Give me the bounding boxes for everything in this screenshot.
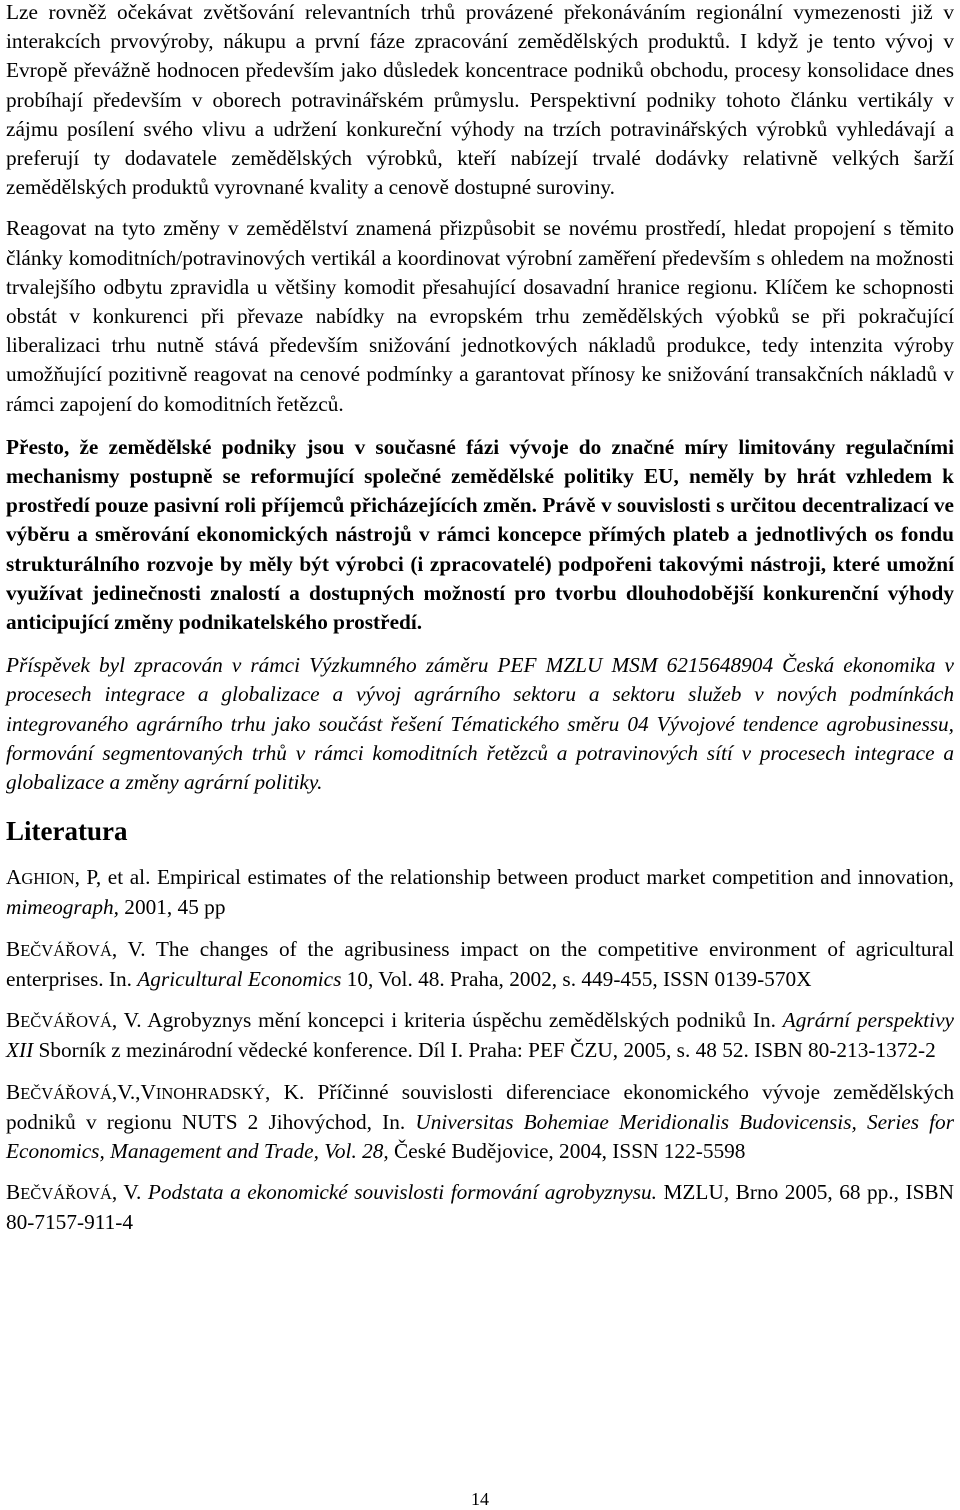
reference-tail: 10, Vol. 48. Praha, 2002, s. 449-455, ISSN 0139-570X [341,966,812,991]
paragraph-policy-bold: Přesto, že zemědělské podniky jsou v současné fázi vývoje do značné míry limitovány regulačními mechanismy postupně se reformující společné zemědělské politiky EU, neměly by hrát vzhledem k prostředí pouze pasivní roli příjemců přicházejících změn. Právě v souvislosti s určitou decentralizací ve výběru a směrování ekonomických nástrojů v rámci koncepce přímých plateb a jednotlivých os fondu strukturálního rozvoje by měly být výrobci (i zpracovatelé) podpořeni takovými nástroji, které umožní využívat jedinečnosti znalostí a dostupných možností pro tvorbu dlouhodobější konkurenční výhody anticipující změny podnikatelského prostředí. [6,434,954,635]
reference-aghion [6,863,954,922]
paragraph-adaptation: Reagovat na tyto změny v zemědělství znamená přizpůsobit se novému prostředí, hledat propojení s těmito články komoditních/potravinových vertikál a koordinovat výrobní zaměření především s ohledem na možnosti trvalejšího odbytu zpravidla u většiny komodit přesahující dosavadní hranice regionu. Klíčem ke schopnosti obstát v konkurenci při převaze nabídky na evropském trhu zemědělských výobků se při pokračující liberalizaci trhu nutně stává především snižování jednotkových nákladů produkce, tedy intenzita výroby umožňující pozitivně reagovat na cenové podmínky a garantovat přínosy ke snižování transakčních nákladů v rámci zapojení do komoditních řetězců. [6,216,954,416]
reference-becvarova-vinohradsky [6,1078,954,1167]
reference-tail: 2001, 45 pp [118,895,226,920]
reference-text: The changes of the agribusiness impact on the competitive environment of agricultural enterprises. In. [6,936,954,991]
reference-tail: České Budějovice, 2004, ISSN 122-5598 [388,1138,746,1163]
reference-becvarova-2005a [6,1006,954,1065]
reference-tail: Sborník z mezinárodní vědecké konference. Díl I. Praha: PEF ČZU, 2005, s. 48 52. ISBN 80-213-1372-2 [33,1038,936,1063]
page-number: 14 [471,1489,489,1509]
reference-author: BEČVÁŘOVÁ,V.,VINOHRADSKÝ, K. [6,1079,305,1104]
paragraph-market-consolidation: Lze rovněž očekávat zvětšování relevantních trhů provázené překonáváním regionální vymezenosti již v interakcích prvovýroby, nákupu a první fáze zpracování zemědělských produktů. I když je tento vývoj v Evropě převážně hodnocen především jako důsledek koncentrace podniků obchodu, procesy konsolidace dnes probíhají především v oborech potravinářském průmyslu. Perspektivní podniky tohoto článku vertikály v zájmu posílení svého vlivu a udržení konkureční výhody na trzích potravinářských výrobků vyhledávají a preferují ty dodavatele zemědělských výrobků, kteří nabízejí trvalé dodávky relativně velkých šarží zemědělských produktů vyrovnané kvality a cenově dostupné suroviny. [6,0,954,200]
reference-source: Agrární perspektivy XII [6,1008,954,1063]
reference-author: BEČVÁŘOVÁ, V. [6,1180,142,1205]
reference-source: Agricultural Economics [137,966,342,991]
literature-heading: Literatura [6,816,128,847]
reference-author: BEČVÁŘOVÁ, V. [6,936,146,961]
paragraph-acknowledgement: Příspěvek byl zpracován v rámci Výzkumného záměru PEF MZLU MSM 6215648904 Česká ekonomika v procesech integrace a globalizace a vývoj agrárního sektoru a sektoru služeb v nových podmínkách integrovaného agrárního trhu jako součást řešení Tématického směru 04 Vývojové tendence agrobusinessu, formování segmentovaných trhů v rámci komoditních řetězců a potravinových sítí v procesech integrace a globalizace a změny agrární politiky. [6,653,954,795]
reference-text: Agrobyznys mění koncepci i kriteria úspěchu zemědělských podniků In. [141,1008,783,1033]
reference-becvarova-2002 [6,935,954,994]
reference-source: mimeograph, [6,895,119,920]
reference-author: BEČVÁŘOVÁ, V. [6,1008,142,1033]
reference-becvarova-2005b [6,1178,954,1237]
reference-text: Empirical estimates of the relationship between product market competition and innovation, [150,865,954,890]
reference-tail: MZLU, Brno 2005, 68 pp., ISBN 80-7157-911-4 [6,1180,954,1235]
reference-source: Podstata a ekonomické souvislosti formování agrobyznysu. [147,1180,657,1205]
reference-text: Příčinné souvislosti diferenciace ekonomického vývoje zemědělských podniků v regionu NUTS 2 Jihovýchod, In. [6,1079,954,1134]
page-content [6,0,954,1238]
reference-author: AGHION, P, et al. [6,865,151,890]
reference-source: Universitas Bohemiae Meridionalis Budovicensis, Series for Economics, Management and Trade, Vol. 28, [6,1109,954,1163]
